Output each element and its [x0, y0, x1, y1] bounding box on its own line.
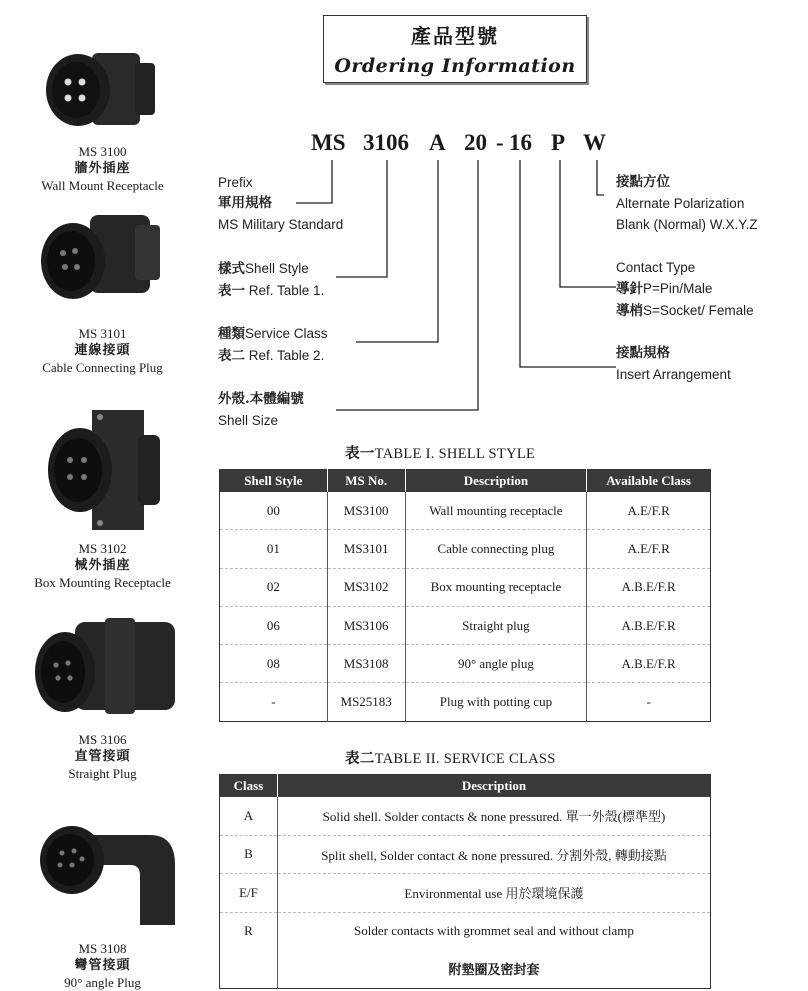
table-row	[220, 683, 711, 721]
table-row	[220, 606, 711, 644]
title-zh: 產品型號	[411, 24, 499, 48]
annotation-shell-size	[218, 389, 304, 431]
table-cell: Plug with potting cup	[405, 683, 587, 721]
table1-caption-en: TABLE I. SHELL STYLE	[374, 446, 536, 462]
table-cell: Straight plug	[405, 606, 587, 644]
annotation-pin-zh: 導針	[616, 281, 643, 297]
product-name-zh: 械外插座	[74, 558, 131, 573]
table1-header-ms-no: MS No.	[327, 470, 405, 493]
annotation-contact-type	[616, 257, 754, 322]
product-name-zh: 彎管接頭	[74, 958, 131, 973]
annotation-shell-style-en: Shell Style	[245, 261, 309, 276]
product-ms3102	[0, 540, 205, 591]
product-name-en: Wall Mount Receptacle	[41, 178, 164, 193]
annotation-contact-type-line1: Contact Type	[616, 260, 696, 275]
ms3108-connector-image	[30, 815, 180, 935]
table-row	[220, 835, 711, 874]
pn-dash: -	[496, 130, 504, 155]
product-model: MS 3101	[78, 326, 127, 341]
table-cell: 附墊圈及密封套	[448, 962, 540, 978]
annotation-shell-size-zh: 外殼.本體編號	[218, 391, 304, 407]
table2-header-description: Description	[277, 775, 710, 798]
product-model: MS 3108	[78, 941, 127, 956]
annotation-table2-ref-en: Ref. Table 2.	[248, 348, 325, 363]
pn-contact: P	[551, 130, 566, 155]
table1-header-available-class: Available Class	[587, 470, 711, 493]
pn-size: 20	[464, 130, 487, 155]
annotation-service-class-en: Service Class	[245, 326, 328, 341]
annotation-service-class	[218, 323, 328, 367]
annotation-prefix-line3: MS Military Standard	[218, 217, 344, 232]
annotation-table1-ref-zh: 表一	[218, 283, 245, 299]
annotation-service-class-zh: 種類	[218, 326, 245, 342]
product-model: MS 3102	[78, 541, 127, 556]
table1-caption	[345, 442, 535, 463]
service-class-table	[219, 774, 711, 989]
annotation-polarization-zh: 接點方位	[616, 174, 670, 190]
table-cell: MS3102	[327, 568, 405, 606]
table1-header-shell-style: Shell Style	[220, 470, 328, 493]
product-name-en: Box Mounting Receptacle	[34, 575, 171, 590]
table-cell: 00	[220, 492, 328, 530]
table-cell: A.B.E/F.R	[587, 606, 711, 644]
product-name-zh: 直管接頭	[74, 749, 131, 764]
annotation-polarization	[616, 172, 758, 235]
table-cell: Solder contacts with grommet seal and without clamp	[354, 923, 634, 939]
annotation-table2-ref-zh: 表二	[218, 348, 245, 364]
table2-header-class: Class	[220, 775, 278, 798]
table-cell: Box mounting receptacle	[405, 568, 587, 606]
table-cell: 01	[220, 530, 328, 568]
table-cell: -	[220, 683, 328, 721]
table-cell: Environmental use 用於環境保護	[277, 874, 710, 913]
table2-caption	[345, 747, 556, 768]
annotation-prefix-line1: Prefix	[218, 175, 253, 190]
table-cell: MS3108	[327, 645, 405, 683]
annotation-table1-ref-en: Ref. Table 1.	[248, 283, 325, 298]
product-name-en: Cable Connecting Plug	[42, 360, 163, 375]
annotation-polarization-line2: Alternate Polarization	[616, 196, 745, 211]
table-cell: A.E/F.R	[587, 530, 711, 568]
pn-polarization: W	[583, 130, 606, 155]
table-cell: 02	[220, 568, 328, 606]
table-cell: MS25183	[327, 683, 405, 721]
table-cell: 06	[220, 606, 328, 644]
table1-caption-zh: 表一	[345, 446, 375, 462]
annotation-shell-style	[218, 258, 324, 302]
table-cell: A.E/F.R	[587, 492, 711, 530]
table2-caption-zh: 表二	[345, 751, 375, 767]
product-name-zh: 牆外插座	[74, 161, 131, 176]
annotation-socket-zh: 導梢	[616, 303, 643, 319]
pn-insert: 16	[509, 130, 532, 155]
table-cell: A.B.E/F.R	[587, 568, 711, 606]
annotation-pin-en: P=Pin/Male	[643, 281, 713, 296]
table-cell: A.B.E/F.R	[587, 645, 711, 683]
table-cell: 08	[220, 645, 328, 683]
table-row	[220, 950, 711, 988]
pn-prefix: MS	[311, 130, 346, 155]
table-cell: Cable connecting plug	[405, 530, 587, 568]
product-name-en: Straight Plug	[68, 766, 137, 781]
table-cell: R	[220, 912, 278, 950]
table-cell: Solid shell. Solder contacts & none pressured. 單一外殼(標準型)	[277, 797, 710, 835]
annotation-socket-en: S=Socket/ Female	[643, 303, 754, 318]
annotation-insert-zh: 接點規格	[616, 345, 670, 361]
ms3106-connector-image	[30, 610, 180, 725]
product-ms3106	[0, 731, 205, 782]
table-cell: MS3106	[327, 606, 405, 644]
table-row	[220, 530, 711, 568]
annotation-polarization-line3: Blank (Normal) W.X.Y.Z	[616, 217, 758, 232]
product-model: MS 3100	[78, 144, 127, 159]
product-model: MS 3106	[78, 732, 127, 747]
annotation-shell-size-en: Shell Size	[218, 413, 279, 428]
product-ms3108	[0, 940, 205, 991]
table-row	[220, 568, 711, 606]
table-row	[220, 492, 711, 530]
table-cell: -	[646, 694, 651, 710]
table2-caption-en: TABLE II. SERVICE CLASS	[374, 751, 556, 767]
table-cell: MS3101	[327, 530, 405, 568]
product-name-zh: 連線接頭	[74, 343, 131, 358]
table-row	[220, 912, 711, 950]
table-cell: Wall mounting receptacle	[405, 492, 587, 530]
table-cell	[220, 950, 278, 988]
table-cell: 90° angle plug	[405, 645, 587, 683]
table-row	[220, 874, 711, 913]
pn-style: 3106	[363, 130, 409, 155]
table-cell: MS3100	[327, 492, 405, 530]
table-cell: A	[220, 797, 278, 835]
product-name-en: 90° angle Plug	[64, 975, 141, 990]
annotation-prefix-line2: 軍用規格	[218, 195, 272, 211]
table-row	[220, 645, 711, 683]
annotation-insert	[616, 343, 731, 385]
shell-style-table	[219, 469, 711, 722]
pn-class: A	[429, 130, 446, 155]
table-cell: E/F	[220, 874, 278, 913]
annotation-insert-en: Insert Arrangement	[616, 367, 731, 382]
table1-header-description: Description	[405, 470, 587, 493]
table-cell: B	[220, 835, 278, 874]
table-row	[220, 797, 711, 835]
annotation-shell-style-zh: 樣式	[218, 261, 245, 277]
table-cell: Split shell, Solder contact & none pressured. 分割外殼, 轉動接點	[277, 835, 710, 874]
title-en: Ordering Information	[334, 55, 576, 77]
annotation-prefix	[218, 172, 343, 235]
